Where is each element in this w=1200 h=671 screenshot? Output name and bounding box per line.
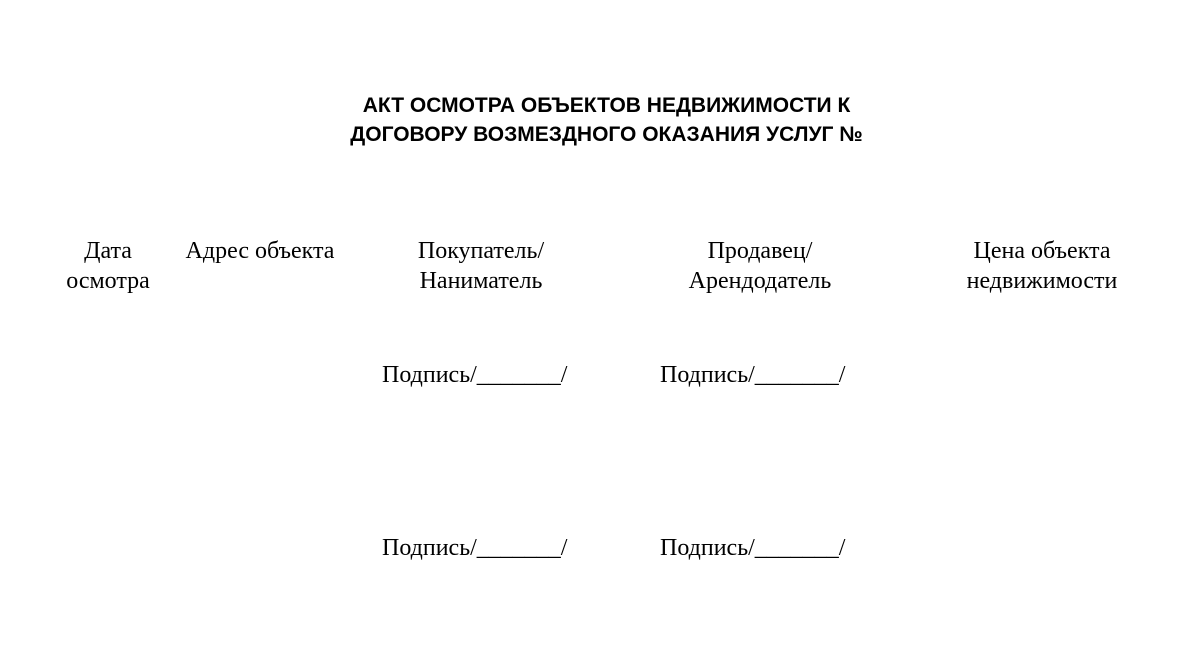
document-title bbox=[0, 91, 1200, 149]
column-header-buyer-line1: Покупатель/ bbox=[417, 238, 545, 264]
column-header-price bbox=[947, 236, 1137, 296]
column-header-date-line1: Дата bbox=[84, 238, 132, 264]
column-header-seller bbox=[670, 236, 850, 296]
column-header-address bbox=[170, 236, 350, 266]
seller-signature-2: Подпись/_______/ bbox=[660, 535, 846, 561]
buyer-signature-1: Подпись/_______/ bbox=[382, 362, 568, 388]
seller-signature-1: Подпись/_______/ bbox=[660, 362, 846, 388]
column-header-date-line2: осмотра bbox=[66, 268, 150, 294]
column-header-buyer bbox=[396, 236, 566, 296]
column-header-address-line1: Адрес объекта bbox=[185, 238, 335, 264]
buyer-signature-2: Подпись/_______/ bbox=[382, 535, 568, 561]
column-header-date bbox=[58, 236, 158, 296]
column-header-seller-line2: Арендодатель bbox=[688, 268, 832, 294]
column-header-price-line2: недвижимости bbox=[966, 268, 1118, 294]
title-line-2: ДОГОВОРУ ВОЗМЕЗДНОГО ОКАЗАНИЯ УСЛУГ № bbox=[350, 123, 863, 146]
column-header-buyer-line2: Наниматель bbox=[419, 268, 543, 294]
title-line-1: АКТ ОСМОТРА ОБЪЕКТОВ НЕДВИЖИМОСТИ К bbox=[362, 94, 851, 117]
column-header-price-line1: Цена объекта bbox=[973, 238, 1111, 264]
column-header-seller-line1: Продавец/ bbox=[707, 238, 813, 264]
